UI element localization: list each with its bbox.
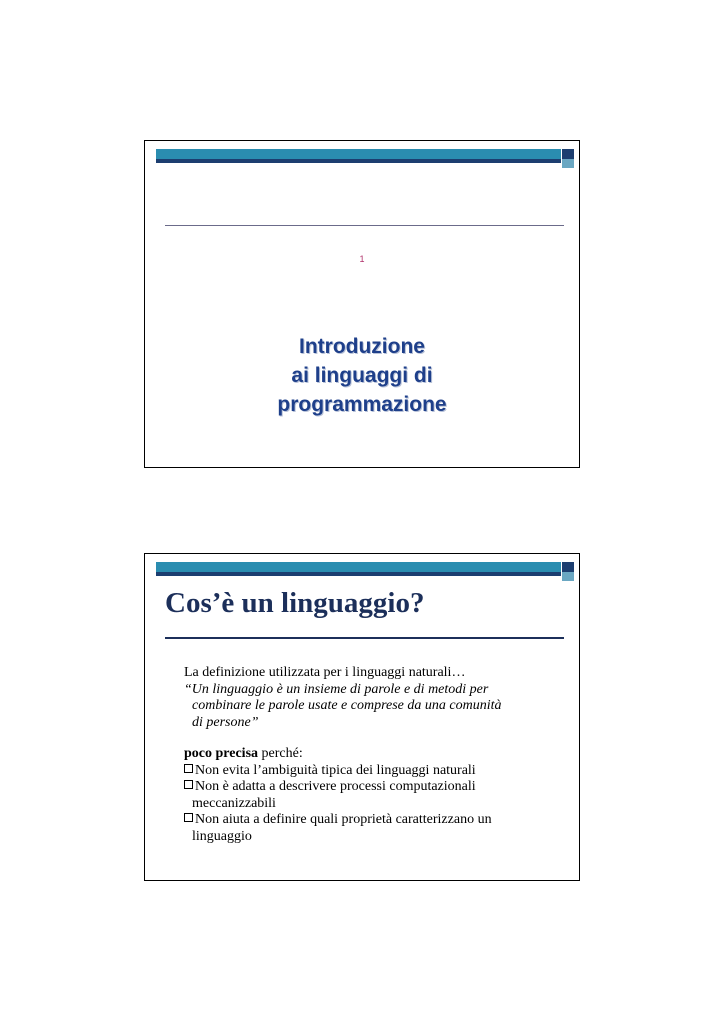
bullet-item: Non è adatta a descrivere processi computazionali (184, 779, 564, 796)
emphasis-line (184, 746, 564, 763)
slide-body (184, 665, 564, 845)
slide-2 (144, 553, 580, 881)
slide-title: Cos’è un linguaggio? (165, 587, 425, 619)
square-bullet-icon (184, 813, 193, 822)
quote-line-3: di persone” (192, 714, 259, 730)
bullet-item-continuation: meccanizzabili (192, 795, 276, 811)
header-corner-square-light (562, 572, 574, 581)
intro-text: La definizione utilizzata per i linguaggi naturali… (184, 665, 466, 680)
slide-title-line-2: ai linguaggi di (291, 364, 433, 387)
title-rule (165, 225, 564, 226)
title-rule (165, 637, 564, 639)
header-corner-square (562, 562, 574, 572)
square-bullet-icon (184, 780, 193, 789)
slide-1 (144, 140, 580, 468)
quote-line-1: “Un linguaggio è un insieme di parole e di metodi per (184, 681, 489, 697)
bullet-item: Non aiuta a definire quali proprietà caratterizzano un (184, 812, 564, 829)
header-corner-square-light (562, 159, 574, 168)
emphasis-bold: poco precisa (184, 746, 259, 761)
slide-title-line-1: Introduzione (299, 335, 425, 358)
slide-header-bar (156, 149, 561, 159)
quote-line-2: combinare le parole usate e comprese da una comunità (192, 698, 502, 713)
slide-header-bar-shadow (156, 572, 561, 576)
slide-title-line-3: programmazione (277, 393, 447, 416)
square-bullet-icon (184, 764, 193, 773)
header-corner-square (562, 149, 574, 159)
page-number: 1 (359, 254, 365, 264)
slide-header-bar-shadow (156, 159, 561, 163)
bullet-item: Non evita l’ambiguità tipica dei linguaggi naturali (184, 763, 564, 780)
slide-title (145, 332, 579, 419)
bullet-item-continuation: linguaggio (192, 828, 252, 844)
emphasis-rest: perché: (258, 746, 303, 761)
slide-header-bar (156, 562, 561, 572)
